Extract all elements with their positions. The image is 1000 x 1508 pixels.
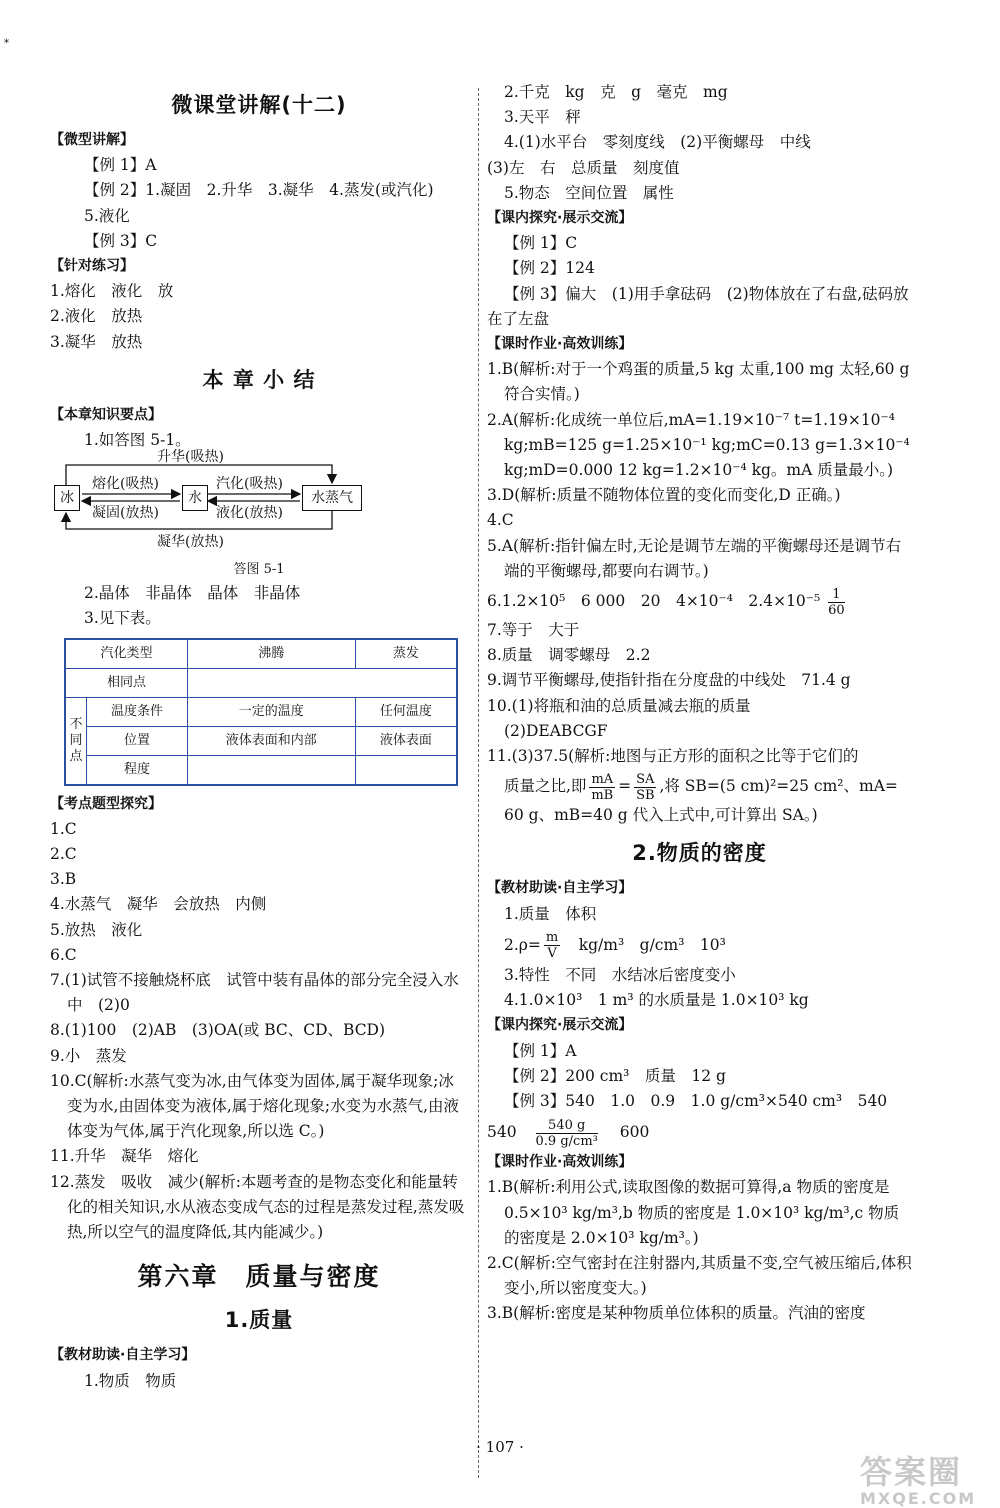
guide-list [487, 80, 912, 206]
diagram-caption: 答图 5-1 [233, 562, 285, 578]
answer-line: 3.B(解析:密度是某种物质单位体积的质量。汽油的密度 [487, 1304, 866, 1323]
table-cell: 位置 [87, 726, 188, 755]
answer-line: 7.(1)试管不接触烧杯底 试管中装有晶体的部分完全浸入水中 (2)0 [50, 971, 459, 1015]
section-label: 【课时作业·高效训练】 [487, 336, 633, 353]
answer-line: 质量之比,即 $\frac{mA}{mB}$ = $\frac{SA}{SB}$ ,将 SB=(5 cm)²=25 cm²、mA= [504, 771, 898, 803]
table-cell: 相同点 [65, 668, 187, 697]
label-deposition: 凝华(放热) [157, 534, 224, 551]
fraction [544, 930, 560, 961]
section-label: 【教材助读·自主学习】 [50, 1347, 196, 1364]
answer-line: 11.(3)37.5(解析:地图与正方形的面积之比等于它们的 [487, 747, 859, 766]
answer-line: 5.物态 空间位置 属性 [504, 183, 674, 202]
answer-line: 5.液化 [84, 206, 130, 225]
fraction-numerator: 540 g [536, 1118, 598, 1134]
answer-line: 【例 2】124 [504, 259, 595, 278]
watermark-logo [860, 1455, 976, 1508]
table-header: 蒸发 [355, 639, 457, 669]
fraction-denominator: V [547, 946, 557, 962]
answer-text: 540 [487, 1123, 517, 1142]
answer-line: 2.晶体 非晶体 晶体 非晶体 [84, 584, 301, 603]
answer-line: 【例 2】1.凝固 2.升华 3.凝华 4.蒸发(或汽化) [84, 181, 434, 200]
answer-line: 4.C [487, 511, 514, 530]
answer-line: 1.如答图 5-1。 [84, 431, 191, 450]
fraction-denominator: mB [591, 787, 614, 803]
answer-line: 1.B(解析:对于一个鸡蛋的质量,5 kg 太重,100 mg 太轻,60 g 符合实情。) [487, 360, 910, 404]
table-row [65, 668, 457, 697]
answer-line: 3.天平 秤 [504, 108, 581, 127]
answer-line: 1.熔化 液化 放 [50, 282, 174, 301]
answer-line: 11.升华 凝华 熔化 [50, 1147, 199, 1166]
answer-text: kg/m³ g/cm³ 10³ [563, 935, 726, 954]
section-label: 【教材助读·自主学习】 [487, 880, 633, 897]
answer-line: 3.特性 不同 水结冰后密度变小 [504, 965, 736, 984]
answer-line: (2)DEABCGF [504, 721, 608, 740]
answer-line: 8.质量 调零螺母 2.2 [487, 646, 651, 665]
label-melting: 熔化(吸热) [92, 476, 159, 493]
section-label: 【考点题型探究】 [50, 795, 162, 812]
section-label: 【本章知识要点】 [50, 406, 162, 423]
column-divider [478, 88, 479, 1478]
label-freezing: 凝固(放热) [92, 505, 159, 522]
answer-line: 2.千克 kg 克 g 毫克 mg [504, 83, 728, 101]
answer-line: 9.调节平衡螺母,使指针指在分度盘的中线处 71.4 g [487, 671, 851, 690]
table-cell: 温度条件 [87, 697, 188, 726]
table-cell: 任何温度 [355, 697, 457, 726]
answer-text: 2.ρ= [504, 935, 541, 954]
node-ice: 冰 [54, 485, 80, 511]
page-number: · 107 · [476, 1438, 524, 1456]
table-cell: 液体表面和内部 [187, 726, 355, 755]
table-cell: 一定的温度 [187, 697, 355, 726]
answer-line: 9.小 蒸发 [50, 1046, 127, 1065]
homework-list [487, 1175, 912, 1326]
table-cell: 液体表面 [355, 726, 457, 755]
section-label: 【课内探究·展示交流】 [487, 1017, 633, 1034]
state-change-diagram [52, 449, 468, 551]
vaporization-table [64, 638, 458, 786]
answer-line: 【例 1】A [504, 1041, 577, 1060]
answer-line: 2.液化 放热 [50, 307, 143, 326]
fraction [536, 1118, 598, 1149]
answer-line: 2.C(解析:空气密封在注射器内,其质量不变,空气被压缩后,体积变小,所以密度变大。) [487, 1253, 912, 1298]
answer-line [487, 584, 912, 618]
fraction-denominator: 0.9 g/cm³ [535, 1133, 598, 1149]
answer-line: 【例 3】C [84, 231, 158, 250]
target-list [50, 279, 468, 355]
answer-line: 8.(1)100 (2)AB (3)OA(或 BC、CD、BCD) [50, 1021, 386, 1040]
answer-text: 600 [619, 1123, 650, 1142]
answer-line: 3.D(解析:质量不随物体位置的变化而变化,D 正确。) [487, 486, 841, 505]
answer-line: 5.A(解析:指针偏左时,无论是调节左端的平衡螺母还是调节右端的平衡螺母,都要向右调节。) [487, 536, 902, 580]
answer-line: 【例 2】200 cm³ 质量 12 g [504, 1066, 726, 1085]
right-column [487, 80, 912, 1327]
node-water: 水 [182, 485, 208, 511]
section-title-mass: 1.质量 [224, 1308, 294, 1333]
answer-line: 3.B [50, 870, 77, 889]
answer-text: 6.1.2×10⁵ 6 000 20 4×10⁻⁴ 2.4×10⁻⁵ [487, 592, 821, 611]
class-list [487, 231, 912, 332]
fraction-numerator: mA [591, 771, 614, 787]
answer-text: 质量之比,即 [504, 777, 587, 796]
table-header: 汽化类型 [65, 639, 187, 669]
answer-line: 6.C [50, 945, 77, 964]
section-label: 【课时作业·高效训练】 [487, 1154, 633, 1171]
table-cell [187, 668, 457, 697]
answer-line: (3)左 右 总质量 刻度值 [487, 158, 680, 177]
answer-line: 2.C [50, 845, 77, 864]
table-row [65, 697, 457, 726]
answer-line: 1.B(解析:利用公式,读取图像的数据可算得,a 物质的密度是 0.5×10³ kg/m³,b 物质的密度是 1.0×10³ kg/m³,c 物质的密度是 2.0×10³ kg/m³。) [487, 1178, 900, 1247]
answer-line: 12.蒸发 吸收 减少(解析:本题考查的是物态变化和能量转化的相关知识,水从液态变成气态的过程是蒸发过程,蒸发吸热,所以空气的温度降低,其内能减少。) [50, 1172, 465, 1242]
answer-line: 2.A(解析:化成统一单位后,mA=1.19×10⁻⁷ t=1.19×10⁻⁴ kg;mB=125 g=1.25×10⁻¹ kg;mC=0.13 g=1.3×10⁻⁴ kg;mD=0.000 12 kg=1.2×10⁻⁴ kg。mA 质量最小。) [487, 410, 910, 480]
section-label: 【针对练习】 [50, 258, 134, 275]
table-cell [355, 755, 457, 785]
fraction-denominator: SB [636, 787, 655, 803]
homework-list [487, 618, 912, 744]
answer-line: 【例 3】540 1.0 0.9 1.0 g/cm³×540 cm³ 540 [504, 1091, 888, 1110]
label-sublimation: 升华(吸热) [157, 449, 224, 466]
answer-line: 4.(1)水平台 零刻度线 (2)平衡螺母 中线 [504, 133, 811, 152]
answer-line: 3.凝华 放热 [50, 332, 143, 351]
table-row [65, 639, 457, 669]
section-title-density: 2.物质的密度 [632, 841, 767, 866]
corner-mark: * [4, 38, 9, 49]
answer-line: 1.质量 体积 [504, 904, 597, 923]
answer-line: 3.见下表。 [84, 609, 161, 628]
label-liquefaction: 液化(放热) [216, 505, 283, 522]
answer-line [487, 927, 912, 963]
answer-line: 7.等于 大于 [487, 621, 580, 640]
watermark-text: 答案圈 [860, 1453, 963, 1491]
table-row [65, 755, 457, 785]
table-cell: 程度 [87, 755, 188, 785]
answer-line: 10.(1)将瓶和油的总质量减去瓶的质量 [487, 696, 751, 715]
table-header: 沸腾 [187, 639, 355, 669]
section-label: 【微型讲解】 [50, 132, 134, 148]
exam-list [50, 817, 468, 1245]
table-row [65, 726, 457, 755]
answer-line: 1.物质 物质 [84, 1371, 177, 1390]
watermark-url: MXQE.COM [860, 1489, 977, 1508]
label-vaporization: 汽化(吸热) [216, 476, 283, 493]
fraction [634, 772, 656, 803]
answer-line: 4.1.0×10³ 1 m³ 的水质量是 1.0×10³ kg [504, 991, 809, 1010]
answer-line: 5.放热 液化 [50, 920, 143, 939]
answer-line: 1.C [50, 819, 77, 838]
homework-list [487, 357, 912, 584]
node-vapor: 水蒸气 [302, 485, 362, 511]
table-cell: 不同点 [65, 697, 87, 785]
fraction-numerator: 1 [828, 587, 845, 603]
answer-line: 【例 3】偏大 (1)用手拿砝码 (2)物体放在了右盘,砝码放在了左盘 [487, 284, 909, 328]
chapter-title: 第六章 质量与密度 [137, 1262, 381, 1292]
fraction [589, 772, 615, 803]
fraction-denominator: 60 [828, 602, 845, 618]
answer-line: 60 g、mB=40 g 代入上式中,可计算出 SA。) [504, 806, 818, 825]
micro-list [50, 153, 468, 254]
fraction-numerator: m [545, 930, 559, 946]
answer-line: 【例 1】C [504, 234, 578, 253]
section-title-micro: 微课堂讲解(十二) [171, 93, 347, 117]
answer-line [487, 1114, 912, 1150]
answer-text: ,将 SB=(5 cm)²=25 cm²、mA= [659, 777, 898, 796]
answer-line: 4.水蒸气 凝华 会放热 内侧 [50, 895, 267, 914]
section-label: 【课内探究·展示交流】 [487, 210, 633, 227]
section-title-summary: 本 章 小 结 [202, 367, 316, 392]
left-column [50, 80, 468, 1394]
answer-line: 10.C(解析:水蒸气变为冰,由气体变为固体,属于凝华现象;冰变为水,由固体变为液体,属于熔化现象;水变为水蒸气,由液体变为气体,属于汽化现象,所以选 C。) [50, 1071, 460, 1141]
table-cell [187, 755, 355, 785]
fraction-numerator: SA [636, 771, 655, 787]
answer-line: 【例 1】A [84, 156, 157, 175]
fraction [828, 587, 845, 618]
